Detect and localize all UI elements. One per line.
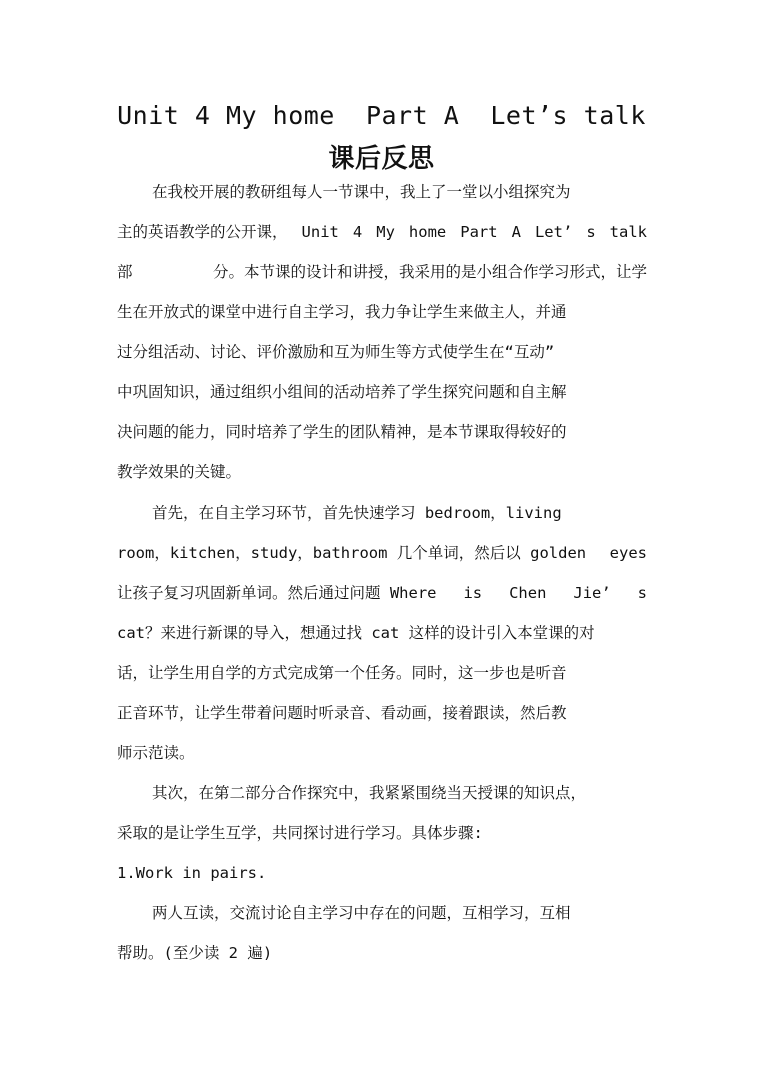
document-subtitle: 课后反思 [328, 144, 435, 174]
list-item: 1.Work in pairs. [117, 864, 267, 882]
text-line: 采取的是让学生互学，共同探讨进行学习。具体步骤: [117, 824, 483, 842]
text-line: 其次，在第二部分合作探究中，我紧紧围绕当天授课的知识点， [152, 784, 587, 802]
text-line: 主的英语教学的公开课， Unit 4 My home Part A Let’ s talk [117, 223, 647, 241]
text-line: 中巩固知识，通过组织小组间的活动培养了学生探究问题和自主解 [117, 383, 567, 401]
text-line: 生在开放式的课堂中进行自主学习，我力争让学生来做主人，并通 [117, 303, 567, 321]
text-line: 决问题的能力，同时培养了学生的团队精神，是本节课取得较好的 [117, 423, 567, 441]
text-line: 师示范读。 [117, 744, 195, 762]
text-line: 过分组活动、讨论、评价激励和互为师生等方式使学生在“互动” [117, 343, 555, 361]
text-line: 首先，在自主学习环节，首先快速学习 bedroom，living [152, 504, 562, 522]
document-title: Unit 4 My home Part A Let’s talk [117, 101, 646, 130]
text-line: 话，让学生用自学的方式完成第一个任务。同时，这一步也是听音 [117, 664, 567, 682]
text-line: 帮助。(至少读 2 遍) [117, 944, 273, 962]
text-line: 教学效果的关键。 [117, 463, 242, 481]
text-line: 让孩子复习巩固新单词。然后通过问题 Where is Chen Jie’ s [117, 584, 647, 602]
text-line: room，kitchen，study，bathroom 几个单词，然后以 golden eyes [117, 544, 647, 562]
text-line: 正音环节，让学生带着问题时听录音、看动画，接着跟读，然后教 [117, 704, 567, 722]
text-line: cat？来进行新课的导入，想通过找 cat 这样的设计引入本堂课的对 [117, 624, 595, 642]
text-line: 两人互读，交流讨论自主学习中存在的问题，互相学习，互相 [152, 904, 571, 922]
text-line: 在我校开展的教研组每人一节课中，我上了一堂以小组探究为 [152, 183, 571, 201]
text-line: 部 分。本节课的设计和讲授，我采用的是小组合作学习形式，让学 [117, 263, 647, 281]
